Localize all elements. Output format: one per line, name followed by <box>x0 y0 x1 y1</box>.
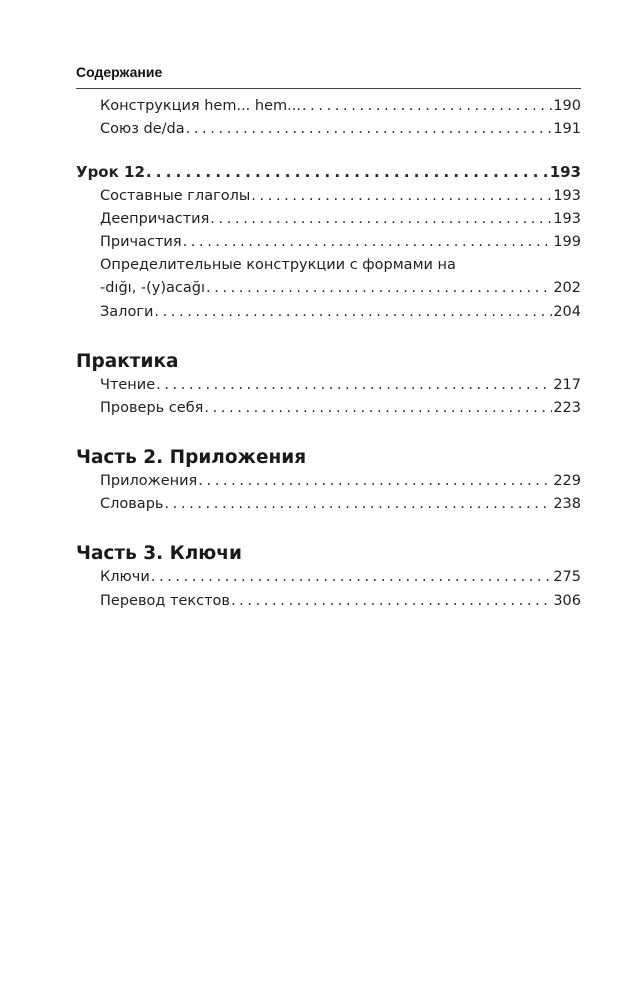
toc-entry[interactable]: Ключи . . . 275 <box>76 566 581 589</box>
table-of-contents <box>76 95 581 613</box>
page-number: 193 <box>553 210 581 227</box>
page-number: 191 <box>553 121 581 138</box>
page-number: 193 <box>549 163 581 182</box>
dot-leader <box>251 185 552 208</box>
page-number: 202 <box>553 280 581 297</box>
toc-entry[interactable]: Союз de/da . . . 191 <box>76 118 581 141</box>
toc-entry[interactable]: Залоги . . . 204 <box>76 301 581 324</box>
toc-entry[interactable]: Причастия . . . 199 <box>76 231 581 254</box>
section-heading: Часть 2. Приложения <box>76 447 307 469</box>
toc-lesson[interactable]: Урок 12 . . . 193 <box>76 161 581 184</box>
page-number: 190 <box>553 98 581 114</box>
dot-leader <box>151 566 553 589</box>
dot-leader <box>206 277 552 300</box>
page-number: 275 <box>553 569 581 586</box>
toc-entry[interactable]: Перевод текстов . . . 306 <box>76 590 581 613</box>
dot-leader <box>204 397 552 420</box>
dot-leader <box>156 374 552 397</box>
page-number: 223 <box>553 399 581 416</box>
page-number: 217 <box>553 376 581 393</box>
page-number: 306 <box>553 592 581 609</box>
section-heading: Практика <box>76 350 179 372</box>
dot-leader <box>186 118 553 141</box>
toc-entry[interactable]: Словарь . . . 238 <box>76 493 581 516</box>
toc-entry[interactable]: Чтение . . . 217 <box>76 374 581 397</box>
toc-entry[interactable]: -dığı, -(y)acağı . . . 202 <box>76 277 581 300</box>
dot-leader <box>164 493 552 516</box>
running-header: Содержание <box>76 64 163 80</box>
page-number: 229 <box>553 473 581 490</box>
page-number: 238 <box>553 496 581 513</box>
dot-leader <box>302 95 552 118</box>
toc-entry[interactable]: Конструкция hem... hem... . . . 190 <box>76 95 581 118</box>
dot-leader <box>183 231 553 254</box>
section-heading: Часть 3. Ключи <box>76 543 242 565</box>
toc-entry[interactable]: Проверь себя . . . 223 <box>76 397 581 420</box>
dot-leader <box>146 161 549 184</box>
toc-entry[interactable]: Приложения . . . 229 <box>76 470 581 493</box>
toc-entry[interactable]: Составные глаголы . . . 193 <box>76 185 581 208</box>
dot-leader <box>154 301 552 324</box>
dot-leader <box>198 470 552 493</box>
header-rule <box>76 88 581 89</box>
dot-leader <box>231 590 552 613</box>
page-number: 193 <box>553 187 581 204</box>
toc-entry[interactable]: Деепричастия . . . 193 <box>76 208 581 231</box>
page-number: 199 <box>553 233 581 250</box>
page-number: 204 <box>553 303 581 320</box>
dot-leader <box>210 208 552 231</box>
toc-entry-line1[interactable]: Определительные конструкции с формами на <box>100 257 456 274</box>
